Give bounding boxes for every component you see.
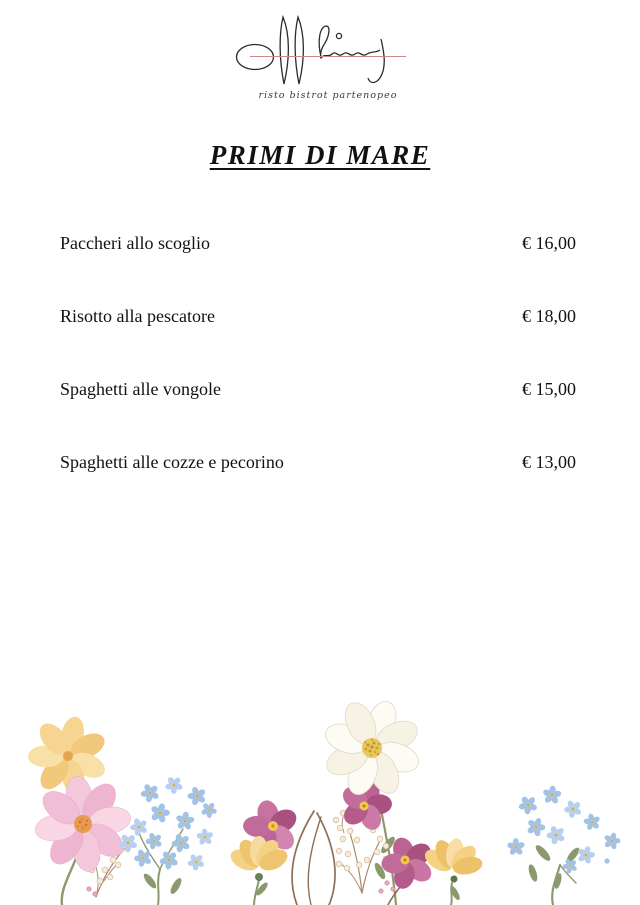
menu-item bbox=[60, 233, 576, 254]
menu-item bbox=[60, 379, 576, 400]
dish-price: € 18,00 bbox=[522, 306, 576, 326]
flower-illustration bbox=[0, 693, 640, 905]
dish-name: Paccheri allo scoglio bbox=[60, 233, 210, 253]
dish-name: Spaghetti alle vongole bbox=[60, 379, 221, 399]
restaurant-logo bbox=[0, 0, 640, 110]
dish-name: Spaghetti alle cozze e pecorino bbox=[60, 452, 284, 472]
logo-tagline: risto bistrot partenopeo bbox=[258, 90, 398, 101]
page-title bbox=[0, 140, 640, 171]
logo-mark-icon bbox=[220, 14, 420, 110]
dish-name: Risotto alla pescatore bbox=[60, 306, 215, 326]
dish-price: € 16,00 bbox=[522, 233, 576, 253]
dish-price: € 13,00 bbox=[522, 452, 576, 472]
menu-list bbox=[0, 233, 640, 473]
menu-item bbox=[60, 306, 576, 327]
page-title-text: PRIMI DI MARE bbox=[209, 140, 431, 170]
menu-item bbox=[60, 452, 576, 473]
dish-price: € 15,00 bbox=[522, 379, 576, 399]
